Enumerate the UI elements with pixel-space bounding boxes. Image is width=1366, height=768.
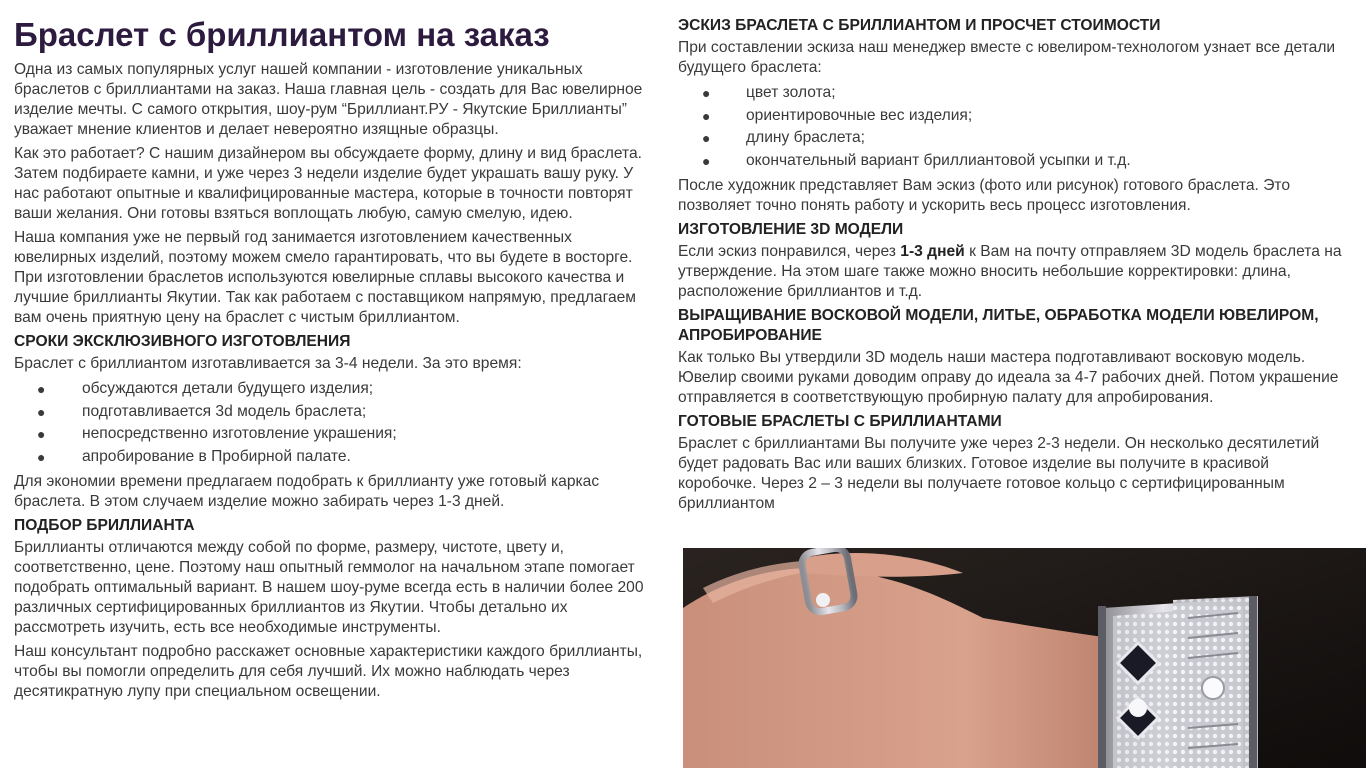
list-item: ● апробирование в Пробирной палате.: [14, 446, 644, 469]
list-item: ● подготавливается 3d модель браслета;: [14, 401, 644, 424]
list-item: ● цвет золота;: [678, 82, 1348, 105]
bullet-icon: ●: [37, 426, 46, 442]
page-title: Браслет с бриллиантом на заказ: [14, 16, 550, 53]
list-item: ● обсуждаются детали будущего изделия;: [14, 378, 644, 401]
bullet-icon: ●: [702, 130, 711, 146]
ready-paragraph: Браслет с бриллиантами Вы получите уже через 2-3 недели. Он несколько десятилетий будет радовать Вас или ваших близких. Готовое изделие вы получите в красивой коробочке. Через 2 – 3 недели вы получаете готовое кольцо с сертифицированным бриллиантом: [678, 435, 1320, 512]
bullet-icon: ●: [37, 403, 46, 420]
sketch-intro: При составлении эскиза наш менеджер вместе с ювелиром-технологом узнает все детали будущего браслета:: [678, 39, 1336, 76]
bullet-icon: ●: [37, 381, 46, 397]
wax-model-paragraph: Как только Вы утвердили 3D модель наши мастера подготавливают восковую модель. Ювелир своими руками доводим оправу до идеала за 4-7 рабочих дней. Потом украшение отправляется в соответствующую пробирную палату для апробирования.: [678, 349, 1339, 406]
list-item: ● ориентировочные вес изделия;: [678, 105, 1348, 128]
3d-model-days: 1-3 дней: [900, 243, 965, 260]
diamond-paragraph-1: Бриллианты отличаются между собой по форме, размеру, чистоте, цвету и, соответственно, цене. Поэтому наш опытный геммолог на начальном этапе помогает подобрать оптимальный вариант. В нашем шоу-руме всегда есть в наличии более 200 различных сертифицированных бриллиантов из Якутии. Чтобы детально их рассмотреть изучить, есть все необходимые инструменты.: [14, 539, 644, 636]
bracelet-photo: [683, 548, 1366, 768]
list-item: ● непосредственно изготовление украшения;: [14, 423, 644, 446]
intro-paragraph-3: Наша компания уже не первый год занимается изготовлением качественных ювелирных изделий, поэтому можем смело гарантировать, что вы будете в восторге. При изготовлении браслетов используются ювелирные сплавы высокого качества и лучшие бриллианты Якутии. Так как работаем с поставщиком напрямую, предлагаем вам очень приятную цену на браслет с чистым бриллиантом.: [14, 229, 637, 326]
timing-after: Для экономии времени предлагаем подобрать к бриллианту уже готовый каркас браслета. В этом случаем изделие можно забирать через 1-3 дней.: [14, 473, 600, 510]
bullet-icon: ●: [702, 152, 711, 169]
section-title-timing: СРОКИ ЭКСКЛЮЗИВНОГО ИЗГОТОВЛЕНИЯ: [14, 333, 351, 350]
section-title-ready: ГОТОВЫЕ БРАСЛЕТЫ С БРИЛЛИАНТАМИ: [678, 413, 1002, 430]
diamond-paragraph-2: Наш консультант подробно расскажет основные характеристики каждого бриллианты, чтобы вы помогли определить для себя лучший. Их можно наблюдать через десятикратную лупу при специальном освещении.: [14, 643, 643, 700]
bullet-icon: ●: [702, 85, 711, 101]
sketch-list: [678, 82, 1348, 172]
right-column: [678, 14, 1348, 518]
list-item: ● окончательный вариант бриллиантовой усыпки и т.д.: [678, 150, 1348, 173]
section-title-3d-model: ИЗГОТОВЛЕНИЕ 3D МОДЕЛИ: [678, 221, 904, 238]
intro-paragraph-2: Как это работает? С нашим дизайнером вы обсуждаете форму, длину и вид браслета. Затем подбираете камни, и уже через 3 недели изделие будет украшать вашу руку. У нас работают опытные и квалифицированные мастера, которые в точности повторят ваши желания. Они готовы взяться воплощать любую, самую смелую, идею.: [14, 145, 642, 222]
bullet-icon: ●: [702, 107, 711, 124]
section-title-wax-model: ВЫРАЩИВАНИЕ ВОСКОВОЙ МОДЕЛИ, ЛИТЬЕ, ОБРАБОТКА МОДЕЛИ ЮВЕЛИРОМ, АПРОБИРОВАНИЕ: [678, 307, 1319, 344]
sketch-after: После художник представляет Вам эскиз (фото или рисунок) готового браслета. Это позволяет точно понять работу и ускорить весь процесс изготовления.: [678, 177, 1291, 214]
timing-list: [14, 378, 644, 468]
section-title-sketch: ЭСКИЗ БРАСЛЕТА С БРИЛЛИАНТОМ И ПРОСЧЕТ СТОИМОСТИ: [678, 17, 1161, 34]
timing-intro: Браслет с бриллиантом изготавливается за 3-4 недели. За это время:: [14, 355, 522, 372]
section-title-diamond: ПОДБОР БРИЛЛИАНТА: [14, 517, 195, 534]
bracelet-photo-icon: [683, 548, 1366, 768]
left-column: [14, 14, 644, 706]
list-item: ● длину браслета;: [678, 127, 1348, 150]
3d-model-paragraph: Если эскиз понравился, через 1-3 дней к Вам на почту отправляем 3D модель браслета на утверждение. На этом шаге также можно вносить небольшие корректировки: длина, расположение бриллиантов и т.д.: [678, 243, 1342, 300]
bullet-icon: ●: [37, 448, 46, 465]
intro-paragraph-1: Одна из самых популярных услуг нашей компании - изготовление уникальных браслетов с бриллиантами на заказ. Наша главная цель - создать для Вас ювелирное изделие мечты. С самого открытия, шоу-рум “Бриллиант.РУ - Якутские Бриллианты” уважает мнение клиентов и делает невероятно изящные образцы.: [14, 61, 643, 138]
